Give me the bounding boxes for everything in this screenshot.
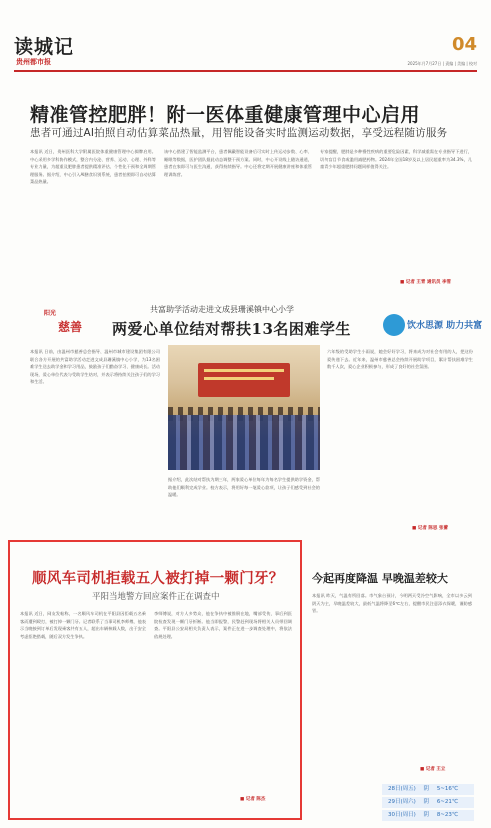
photo-banner-line xyxy=(204,377,274,380)
forecast-weather: 阴 xyxy=(423,812,430,818)
forecast-weather: 阴 xyxy=(423,799,430,805)
lead-column-2: 该中心搭建了智能监测平台，患者佩戴智能设备后可实时上传运动步数、心率、睡眠等数据，医护团队据此动态调整干预方案。同时，中心开设线上随访通道，患者在家即可与医生沟通，获得持续指导。中心还将定期开展健康讲座和体重管理训练营。 xyxy=(164,149,312,177)
article2-byline: ■ 记者 陈思 张蕾 xyxy=(412,526,448,531)
photo-banner-line xyxy=(204,369,284,372)
masthead-rule xyxy=(14,70,477,72)
badge-main-text: 慈善 xyxy=(58,320,83,334)
boxed-subheadline: 平阳当地警方回应案件正在调查中 xyxy=(92,592,220,602)
weather-headline: 今起再度降温 早晚温差较大 xyxy=(312,572,448,585)
badge-top-text: 阳光 xyxy=(44,310,57,317)
page-number: 04 xyxy=(451,34,477,55)
sponsor-logo xyxy=(383,312,483,340)
forecast-row xyxy=(382,797,474,808)
weather-body: 本报讯 昨天，气温有所回落。市气象台预计，今明两天受冷空气影响，全市以多云到阴天为主，早晚温差较大，最低气温将降至6℃左右，提醒市民注意添衣保暖，谨防感冒。 xyxy=(312,593,472,614)
forecast-day: 29日(周六) xyxy=(388,799,416,805)
logo-text: 饮水思源 助力共富 xyxy=(407,321,483,331)
article2-kicker: 共富助学活动走进文成县珊溪镇中心小学 xyxy=(150,305,294,314)
lead-column-1: 本报讯 近日，贵州医科大学附属医院体重健康管理中心揭牌启用。中心采用多学科协作模式，整合内分泌、营养、运动、心理、外科等专业力量，为超重及肥胖患者提供精准评估、个性化干预和全周期管理服务。据介绍，中心引入AI膳食识别系统，患者拍照即可自动估算菜品热量。 xyxy=(30,149,156,185)
article2-column-2: 据介绍，此次结对帮扶为期三年，两家爱心单位每年为每名学生提供助学资金，帮助他们顺利完成学业。校方表示，将用好每一笔爱心款项，让孩子们感受到社会的温暖。 xyxy=(168,477,320,498)
forecast-temp: 6~21℃ xyxy=(436,799,459,805)
forecast-day: 30日(周日) xyxy=(388,812,416,818)
lead-subheadline: 患者可通过AI拍照自动估算菜品热量，用智能设备实时监测运动数据，享受远程随访服务 xyxy=(30,127,448,139)
lead-headline: 精准管控肥胖！附一医体重健康管理中心启用 xyxy=(30,104,421,126)
boxed-column-1: 本报讯 近日，网友发帖称，一名顺风车司机在平阳县因拒载五名乘客而遭到殴打，被打掉一颗门牙。记者联系了当事司机李师傅，他表示当晚接到订单后发现乘客共有五人，超出车辆核载人数，出于安全考虑拒绝搭载，随后双方发生争执。 xyxy=(20,611,146,639)
lead-column-3: 专家提醒，肥胖是多种慢性疾病的重要危险因素，科学减重需在专业指导下进行，切勿盲目节食或滥用减肥药物。2024年全国18岁及以上居民超重率为34.3%，儿童青少年超重肥胖问题同样值得关注。 xyxy=(320,149,472,170)
boxed-column-2: 李师傅说，对方人多势众，他在争执中被推倒在地，嘴部受伤，事后到医院检查发现一颗门牙折断。他当即报警，民警赶到现场将相关人员带回调查。平阳县公安局相关负责人表示，案件正在进一步调查处理中，将依法依规处理。 xyxy=(154,611,292,639)
forecast-table xyxy=(382,784,474,823)
photo-crowd xyxy=(168,415,320,470)
boxed-headline: 顺风车司机拒载五人被打掉一颗门牙？ xyxy=(32,570,284,587)
section-subtitle: 贵州都市报 xyxy=(16,58,51,66)
lead-byline: ■ 记者 王青 通讯员 李雪 xyxy=(400,280,452,285)
charity-event-photo xyxy=(168,345,320,470)
logo-circle-icon xyxy=(383,314,405,336)
article2-headline: 两爱心单位结对帮扶13名困难学生 xyxy=(112,320,351,338)
masthead-meta: 2025年月7月27日 | 责编 | 美编 | 校对 xyxy=(407,61,477,66)
forecast-day: 28日(周五) xyxy=(388,786,416,792)
boxed-byline: ■ 记者 陈杰 xyxy=(240,797,266,802)
article2-column-3: 六年级的受助学生小雨说，她会好好学习，将来成为对社会有用的人，把这份爱传递下去。近年来，温州市慈善总会持续开展助学项目，累计帮扶困难学生数千人次，爱心企业积极参与，形成了良好的社会氛围。 xyxy=(327,349,473,370)
forecast-temp: 8~23℃ xyxy=(436,812,459,818)
forecast-temp: 5~16℃ xyxy=(436,786,459,792)
forecast-row xyxy=(382,784,474,795)
weather-byline: ■ 记者 王立 xyxy=(420,767,446,772)
charity-badge xyxy=(44,304,110,344)
forecast-row xyxy=(382,810,474,821)
article2-column-1: 本报讯 日前，由温州市慈善总会指导、温州市城市建设集团有限公司联合各方开展的共富助学活动走进文成县珊溪镇中心小学，为13名困难学生送去助学金和学习用品，鼓励孩子们勤奋学习、健康成长。活动现场，爱心单位代表与受助学生结对，并表示将持续关注孩子们的学习和生活。 xyxy=(30,349,160,385)
forecast-weather: 阴 xyxy=(423,786,430,792)
section-title: 读城记 xyxy=(14,36,75,58)
